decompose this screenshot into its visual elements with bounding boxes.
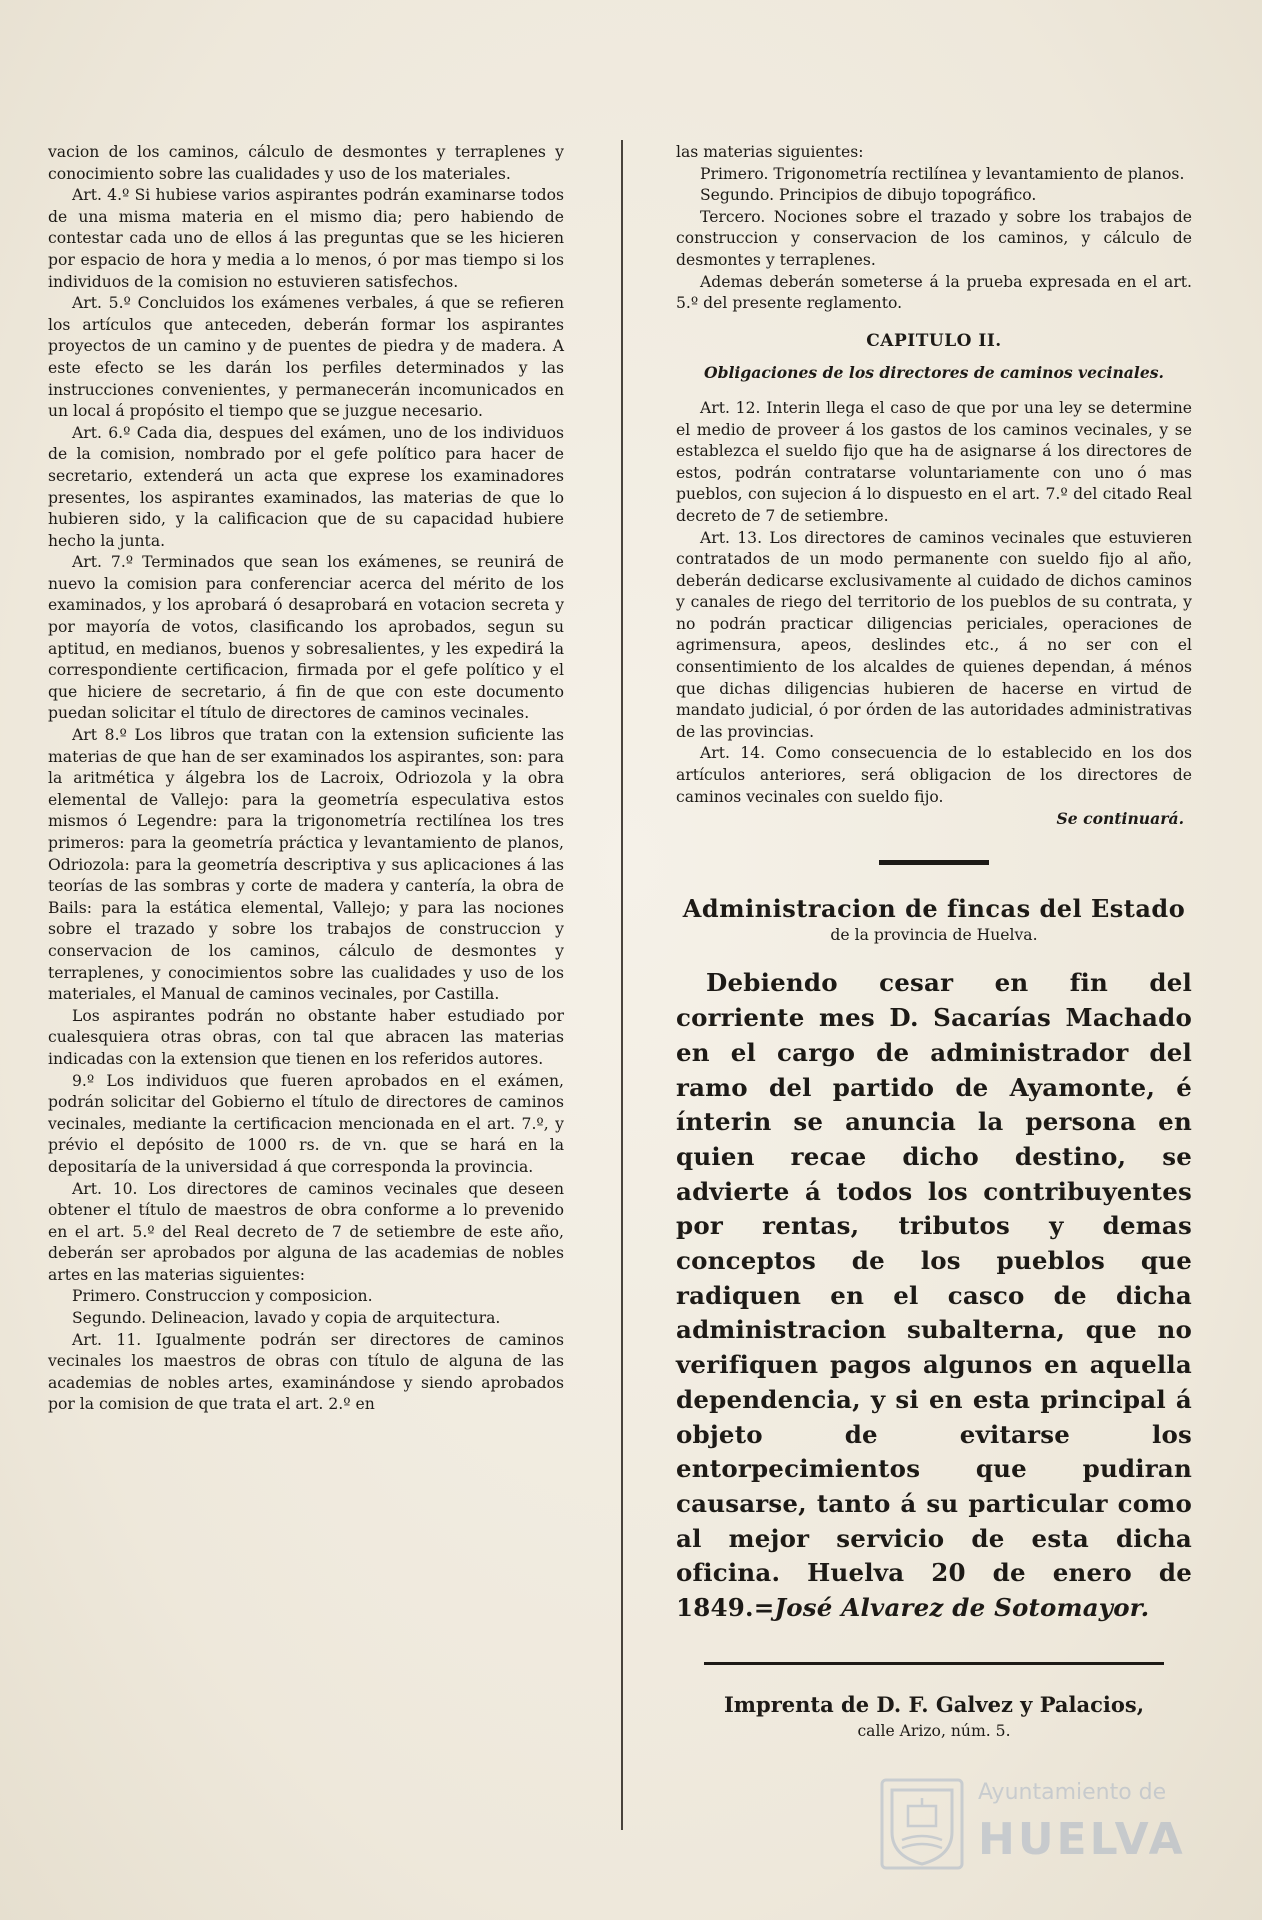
list-item: Segundo. Delineacion, lavado y copia de arquitectura. xyxy=(72,1309,501,1328)
article-7: Art. 7.º Terminados que sean los exámenes, se reunirá de nuevo la comision para conferenciar acerca del mérito de los examinados, y los aprobará ó desaprobará en votacion secreta y por mayoría de votos, clasificando los aprobados, segun su aptitud, en medianos, buenos y sobresalientes, y les expedirá la correspondiente certificacion, firmada por el gefe político y el que hiciere de secretario, á fin de que con este documento puedan solicitar el título de directores de caminos vecinales. xyxy=(48,553,564,723)
list-item: Segundo. Principios de dibujo topográfico. xyxy=(700,186,1037,205)
notice-body xyxy=(676,966,1192,1625)
article-10: Art. 10. Los directores de caminos vecinales que deseen obtener el título de maestros de obra conforme a lo prevenido en el art. 5.º del Real decreto de 7 de setiembre de este año, deberán ser aprobados por alguna de las academias de nobles artes en las materias siguientes: xyxy=(48,1179,564,1284)
printer-name: Imprenta de D. F. Galvez y Palacios, xyxy=(723,1691,1145,1717)
paragraph: Ademas deberán someterse á la prueba expresada en el art. 5.º del presente reglamento. xyxy=(676,272,1192,313)
section-divider xyxy=(879,860,989,865)
footer-divider xyxy=(704,1662,1164,1665)
continued-note: Se continuará. xyxy=(1056,809,1184,829)
chapter-title: CAPITULO II. xyxy=(866,330,1002,351)
article-11: Art. 11. Igualmente podrán ser directores de caminos vecinales los maestros de obras con título de alguna de las academias de nobles artes, examinándose y siendo aprobados por la comision de que trata el art. 2.º en xyxy=(48,1330,564,1414)
watermark-line1: Ayuntamiento de xyxy=(978,1780,1167,1805)
chapter-subtitle: Obligaciones de los directores de caminos vecinales. xyxy=(704,363,1164,383)
column-divider xyxy=(621,140,623,1830)
paragraph: vacion de los caminos, cálculo de desmontes y terraplenes y conocimiento sobre las cualidades y uso de los materiales. xyxy=(48,143,564,183)
notice-text: Debiendo cesar en fin del corriente mes D. Sacarías Machado en el cargo de administrador del ramo del partido de Ayamonte, é ínterin se anuncia la persona en quien recae dicho destino, se advierte á todos los contribuyentes por rentas, tributos y demas conceptos de los pueblos que radiquen en el casco de dicha administracion subalterna, que no verifiquen pagos algunos en aquella dependencia, y si en esta principal á objeto de evitarse los entorpecimientos que pudiran causarse, tanto á su particular como al mejor servicio de esta dicha oficina. Huelva 20 de enero de 1849. xyxy=(676,968,1192,1623)
article-12: Art. 12. Interin llega el caso de que por una ley se determine el medio de proveer á los gastos de los caminos vecinales, y se establezca el sueldo fijo que ha de asignarse á los directores de estos, podrán contratarse voluntariamente con uno ó mas pueblos, con sujecion á lo dispuesto en el art. 7.º del citado Real decreto de 7 de setiembre. xyxy=(676,398,1192,525)
article-4: Art. 4.º Si hubiese varios aspirantes podrán examinarse todos de una misma materia en el mismo dia; pero habiendo de contestar cada uno de ellos á las preguntas que se les hicieren por espacio de hora y media a lo menos, ó por mas tiempo si los individuos de la comision no estuvieren satisfechos. xyxy=(48,186,564,291)
list-item: Tercero. Nociones sobre el trazado y sobre los trabajos de construccion y conservacion de los caminos, y cálculo de desmontes y terraplenes. xyxy=(676,207,1192,269)
list-item: Primero. Construccion y composicion. xyxy=(72,1287,373,1306)
administration-title: Administracion de fincas del Estado xyxy=(682,893,1186,923)
printer-address: calle Arizo, núm. 5. xyxy=(857,1721,1011,1740)
article-14: Art. 14. Como consecuencia de lo establecido en los dos artículos anteriores, será obligacion de los directores de caminos vecinales con sueldo fijo. xyxy=(676,744,1192,806)
notice-signature: =José Alvarez de Sotomayor. xyxy=(753,1593,1150,1623)
article-5: Art. 5.º Concluidos los exámenes verbales, á que se refieren los artículos que anteceden, deberán formar los aspirantes proyectos de un camino y de puentes de piedra y de madera. A este efecto se les darán los perfiles determinados y las instrucciones convenientes, y permanecerán incomunicados en un local á propósito el tiempo que se juzgue necesario. xyxy=(48,294,564,421)
coat-of-arms-icon xyxy=(878,1776,966,1872)
administration-subtitle: de la provincia de Huelva. xyxy=(830,925,1038,944)
list-item: Primero. Trigonometría rectilínea y levantamiento de planos. xyxy=(700,164,1185,183)
right-column xyxy=(676,142,1192,1742)
paragraph: Los aspirantes podrán no obstante haber estudiado por cualesquiera otras obras, con tal que abracen las materias indicadas con la extension que tienen en los referidos autores. xyxy=(48,1006,564,1068)
paragraph: las materias siguientes: xyxy=(676,143,864,161)
watermark xyxy=(878,1770,1208,1880)
article-6: Art. 6.º Cada dia, despues del exámen, uno de los individuos de la comision, nombrado por el gefe político para hacer de secretario, extenderá un acta que exprese los examinadores presentes, los aspirantes examinados, las materias de que lo hubieren sido, y la calificacion que de su capacidad hubiere hecho la junta. xyxy=(48,423,564,550)
article-9: 9.º Los individuos que fueren aprobados en el exámen, podrán solicitar del Gobierno el título de directores de caminos vecinales, mediante la certificacion mencionada en el art. 7.º, y prévio el depósito de 1000 rs. de vn. que se hará en la depositaría de la universidad á que corresponda la provincia. xyxy=(48,1071,564,1176)
left-column xyxy=(48,142,564,1416)
article-13: Art. 13. Los directores de caminos vecinales que estuvieren contratados de un modo permanente con sueldo fijo al año, deberán dedicarse exclusivamente al cuidado de dichos caminos y canales de riego del territorio de los pueblos de su contrata, y no podrán practicar diligencias periciales, operaciones de agrimensura, apeos, deslindes etc., á no ser con el consentimiento de los alcaldes de quienes dependan, á ménos que dichas diligencias hubieren de hacerse en virtud de mandato judicial, ó por órden de las autoridades administrativas de las provincias. xyxy=(676,528,1192,741)
watermark-line2: HUELVA xyxy=(978,1814,1186,1865)
article-8: Art 8.º Los libros que tratan con la extension suficiente las materias de que han de ser examinados los aspirantes, son: para la aritmética y álgebra los de Lacroix, Odriozola y la obra elemental de Vallejo: para la geometría especulativa estos mismos ó Legendre: para la trigonometría rectilínea los tres primeros: para la geometría práctica y levantamiento de planos, Odriozola: para la geometría descriptiva y sus aplicaciones á las teorías de las sombras y corte de madera y cantería, la obra de Bails: para la estática elemental, Vallejo; y para las nociones sobre el trazado y sobre los trabajos de construccion y conservacion de los caminos, cálculo de desmontes y terraplenes, y conocimientos sobre las cualidades y uso de los materiales, el Manual de caminos vecinales, por Castilla. xyxy=(48,726,564,1004)
